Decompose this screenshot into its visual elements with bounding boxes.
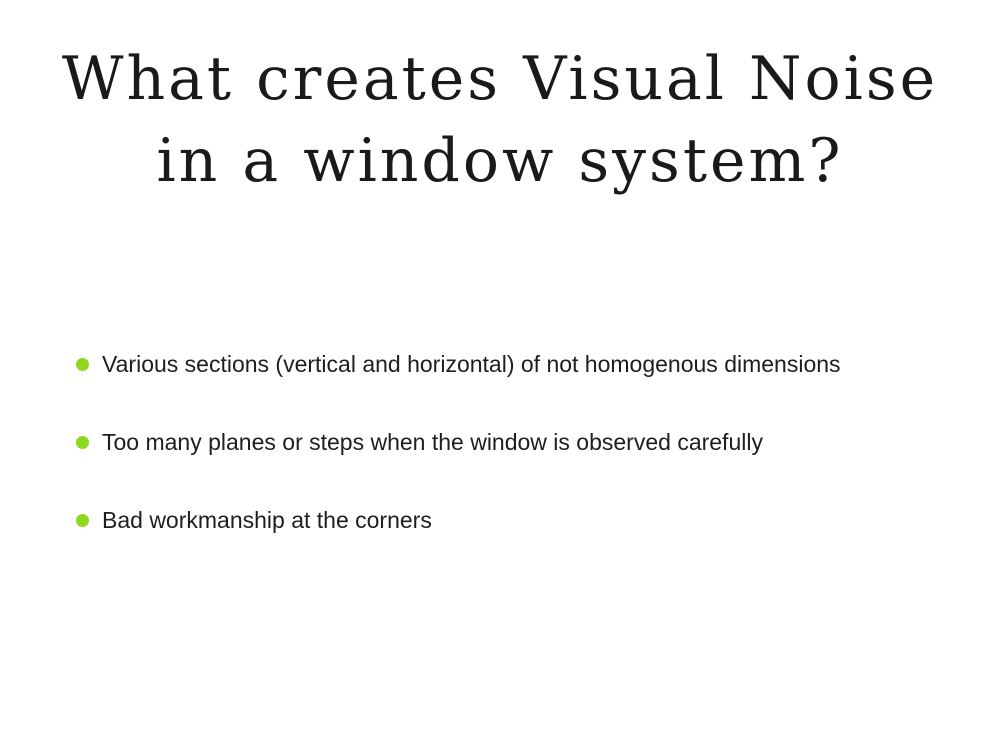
slide-title bbox=[40, 38, 960, 202]
slide-title-line-2: in a window system? bbox=[156, 126, 844, 196]
bullet-dot-icon bbox=[76, 436, 89, 449]
slide-title-line-1: What creates Visual Noise bbox=[61, 44, 939, 114]
bullet-dot-icon bbox=[76, 358, 89, 371]
bullet-item bbox=[76, 348, 976, 426]
bullet-item bbox=[76, 504, 976, 582]
bullet-dot-icon bbox=[76, 514, 89, 527]
bullet-list bbox=[76, 348, 976, 582]
bullet-text: Bad workmanship at the corners bbox=[102, 507, 432, 533]
bullet-text: Various sections (vertical and horizontal) of not homogenous dimensions bbox=[102, 351, 841, 377]
bullet-text: Too many planes or steps when the window is observed carefully bbox=[102, 429, 763, 455]
bullet-item bbox=[76, 426, 976, 504]
